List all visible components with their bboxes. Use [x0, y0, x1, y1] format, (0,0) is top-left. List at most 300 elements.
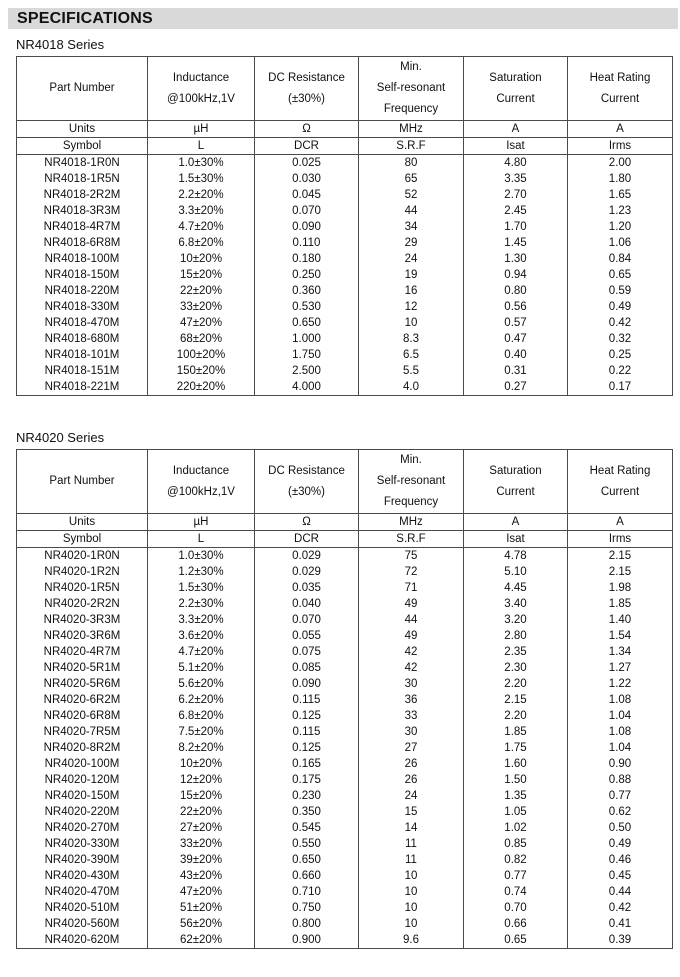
table-cell: NR4020-2R2N	[17, 596, 148, 612]
table-cell: 36	[359, 692, 464, 708]
table-cell: 0.035	[255, 580, 359, 596]
table-cell: 5.5	[359, 363, 464, 379]
column-header	[148, 450, 255, 514]
units-row	[17, 121, 673, 138]
table-cell: 29	[359, 235, 464, 251]
table-cell: 0.49	[568, 836, 673, 852]
column-header-line: Self-resonant	[376, 475, 446, 487]
table-cell: NR4020-270M	[17, 820, 148, 836]
table-row	[17, 235, 673, 251]
table-cell: 0.31	[464, 363, 568, 379]
table-cell: NR4018-680M	[17, 331, 148, 347]
table-cell: NR4018-1R0N	[17, 155, 148, 172]
table-cell: 9.6	[359, 932, 464, 949]
column-header-line: Current	[600, 485, 640, 498]
table-cell: 0.49	[568, 299, 673, 315]
table-cell: 0.39	[568, 932, 673, 949]
table-cell: 47±20%	[148, 315, 255, 331]
table-cell: NR4020-5R6M	[17, 676, 148, 692]
table-cell: 2.35	[464, 644, 568, 660]
table-cell: 1.54	[568, 628, 673, 644]
table-cell: 0.250	[255, 267, 359, 283]
table-cell: 220±20%	[148, 379, 255, 396]
column-header-line: Saturation	[489, 464, 542, 477]
table-cell: NR4018-1R5N	[17, 171, 148, 187]
table-cell: NR4020-100M	[17, 756, 148, 772]
table-row	[17, 900, 673, 916]
table-cell: 4.78	[464, 548, 568, 565]
table-cell: 3.20	[464, 612, 568, 628]
column-header-line: Min.	[400, 454, 422, 466]
table-cell: 0.055	[255, 628, 359, 644]
table-cell: 0.46	[568, 852, 673, 868]
unit-cell: µH	[148, 514, 255, 531]
table-cell: 5.10	[464, 564, 568, 580]
table-row	[17, 283, 673, 299]
table-row	[17, 756, 673, 772]
unit-cell: Ω	[255, 514, 359, 531]
table-cell: 1.23	[568, 203, 673, 219]
table-cell: 2.20	[464, 676, 568, 692]
table-cell: 10	[359, 900, 464, 916]
table-cell: NR4020-220M	[17, 804, 148, 820]
table-row	[17, 612, 673, 628]
table-cell: 1.750	[255, 347, 359, 363]
table-cell: 3.3±20%	[148, 203, 255, 219]
table-cell: 42	[359, 660, 464, 676]
table-cell: 1.08	[568, 692, 673, 708]
unit-cell: Units	[17, 121, 148, 138]
table-cell: 5.6±20%	[148, 676, 255, 692]
table-cell: NR4018-150M	[17, 267, 148, 283]
table-cell: 0.029	[255, 564, 359, 580]
table-cell: 0.77	[568, 788, 673, 804]
table-cell: NR4020-1R5N	[17, 580, 148, 596]
series-title: NR4020 Series	[16, 430, 105, 445]
symbol-cell: Symbol	[17, 531, 148, 548]
column-header-line: Inductance	[172, 464, 230, 477]
symbol-cell: L	[148, 531, 255, 548]
table-row	[17, 788, 673, 804]
table-cell: 51±20%	[148, 900, 255, 916]
table-cell: 6.2±20%	[148, 692, 255, 708]
table-cell: 12±20%	[148, 772, 255, 788]
table-row	[17, 363, 673, 379]
column-header-line: Min.	[400, 61, 422, 73]
table-row	[17, 171, 673, 187]
table-cell: 49	[359, 628, 464, 644]
table-cell: 75	[359, 548, 464, 565]
column-header-line: Current	[496, 92, 535, 105]
table-cell: NR4020-7R5M	[17, 724, 148, 740]
table-cell: 1.98	[568, 580, 673, 596]
table-cell: 0.65	[464, 932, 568, 949]
table-cell: 3.6±20%	[148, 628, 255, 644]
column-header-line: Part Number	[49, 82, 115, 94]
table-cell: 2.70	[464, 187, 568, 203]
table-row	[17, 820, 673, 836]
table-cell: 11	[359, 852, 464, 868]
table-row	[17, 868, 673, 884]
table-row	[17, 379, 673, 396]
table-cell: 30	[359, 676, 464, 692]
table-row	[17, 804, 673, 820]
table-cell: 1.2±30%	[148, 564, 255, 580]
table-cell: NR4018-101M	[17, 347, 148, 363]
table-cell: 0.110	[255, 235, 359, 251]
table-cell: NR4020-470M	[17, 884, 148, 900]
table-cell: 1.0±30%	[148, 548, 255, 565]
column-header	[568, 57, 673, 121]
column-header-line: Inductance	[172, 71, 230, 84]
table-cell: 0.115	[255, 692, 359, 708]
table-cell: 0.82	[464, 852, 568, 868]
table-cell: NR4020-390M	[17, 852, 148, 868]
table-row	[17, 628, 673, 644]
table-cell: 12	[359, 299, 464, 315]
table-cell: NR4018-220M	[17, 283, 148, 299]
table-cell: NR4020-120M	[17, 772, 148, 788]
table-cell: 15±20%	[148, 788, 255, 804]
table-cell: 1.75	[464, 740, 568, 756]
table-cell: 0.030	[255, 171, 359, 187]
table-cell: 0.59	[568, 283, 673, 299]
table-cell: 0.70	[464, 900, 568, 916]
table-row	[17, 884, 673, 900]
table-cell: 15±20%	[148, 267, 255, 283]
column-header	[568, 450, 673, 514]
column-header-line: Current	[600, 92, 640, 105]
table-cell: NR4020-3R6M	[17, 628, 148, 644]
table-cell: 150±20%	[148, 363, 255, 379]
table-row	[17, 740, 673, 756]
units-row	[17, 514, 673, 531]
table-cell: NR4018-3R3M	[17, 203, 148, 219]
table-cell: 0.90	[568, 756, 673, 772]
column-header	[255, 450, 359, 514]
table-cell: 0.62	[568, 804, 673, 820]
table-cell: 0.545	[255, 820, 359, 836]
table-cell: NR4020-560M	[17, 916, 148, 932]
column-header-line: (±30%)	[288, 92, 325, 105]
column-header-line: Heat Rating	[589, 464, 651, 477]
table-cell: 0.44	[568, 884, 673, 900]
table-cell: 1.04	[568, 708, 673, 724]
column-header	[464, 450, 568, 514]
table-cell: 0.115	[255, 724, 359, 740]
table-cell: 0.125	[255, 708, 359, 724]
table-cell: 22±20%	[148, 283, 255, 299]
table-cell: 1.06	[568, 235, 673, 251]
table-row	[17, 676, 673, 692]
table-cell: 10	[359, 315, 464, 331]
table-cell: 0.94	[464, 267, 568, 283]
table-cell: 0.180	[255, 251, 359, 267]
table-cell: 0.800	[255, 916, 359, 932]
table-cell: 0.075	[255, 644, 359, 660]
table-cell: 1.0±30%	[148, 155, 255, 172]
column-header-line: DC Resistance	[268, 464, 345, 477]
column-header-line: (±30%)	[288, 485, 325, 498]
table-cell: 0.900	[255, 932, 359, 949]
table-cell: 14	[359, 820, 464, 836]
table-row	[17, 836, 673, 852]
table-cell: 1.20	[568, 219, 673, 235]
column-header	[255, 57, 359, 121]
table-cell: 1.5±30%	[148, 171, 255, 187]
column-header-line: Part Number	[49, 475, 115, 487]
table-cell: 0.070	[255, 612, 359, 628]
table-cell: 2.2±20%	[148, 187, 255, 203]
table-cell: 62±20%	[148, 932, 255, 949]
table-row	[17, 660, 673, 676]
table-cell: 0.88	[568, 772, 673, 788]
table-row	[17, 708, 673, 724]
table-cell: 0.045	[255, 187, 359, 203]
symbol-cell: Isat	[464, 531, 568, 548]
table-cell: 26	[359, 756, 464, 772]
table-cell: 0.25	[568, 347, 673, 363]
table-cell: 1.04	[568, 740, 673, 756]
table-cell: 10	[359, 884, 464, 900]
table-cell: 10±20%	[148, 756, 255, 772]
table-row	[17, 916, 673, 932]
table-cell: 34	[359, 219, 464, 235]
table-cell: 0.65	[568, 267, 673, 283]
table-row	[17, 772, 673, 788]
table-cell: 27±20%	[148, 820, 255, 836]
table-cell: 1.05	[464, 804, 568, 820]
table-cell: 47±20%	[148, 884, 255, 900]
spec-table	[16, 56, 673, 396]
table-cell: 4.80	[464, 155, 568, 172]
table-row	[17, 564, 673, 580]
table-cell: 24	[359, 251, 464, 267]
table-cell: 0.090	[255, 219, 359, 235]
table-cell: 0.41	[568, 916, 673, 932]
table-cell: 3.40	[464, 596, 568, 612]
symbol-cell: S.R.F	[359, 531, 464, 548]
column-header-line: Frequency	[383, 103, 439, 115]
table-cell: 44	[359, 203, 464, 219]
table-cell: 10±20%	[148, 251, 255, 267]
table-cell: 2.15	[464, 692, 568, 708]
column-header-line: DC Resistance	[268, 71, 345, 84]
symbol-cell: Symbol	[17, 138, 148, 155]
table-row	[17, 219, 673, 235]
unit-cell: MHz	[359, 514, 464, 531]
table-cell: 0.650	[255, 852, 359, 868]
column-header-line: Heat Rating	[589, 71, 651, 84]
table-cell: 0.42	[568, 900, 673, 916]
table-cell: 65	[359, 171, 464, 187]
unit-cell: A	[568, 121, 673, 138]
table-cell: 1.85	[464, 724, 568, 740]
table-cell: 43±20%	[148, 868, 255, 884]
symbol-cell: DCR	[255, 531, 359, 548]
table-cell: 1.65	[568, 187, 673, 203]
table-cell: 0.175	[255, 772, 359, 788]
table-cell: 52	[359, 187, 464, 203]
unit-cell: µH	[148, 121, 255, 138]
table-row	[17, 347, 673, 363]
table-cell: 0.80	[464, 283, 568, 299]
table-cell: 6.8±20%	[148, 235, 255, 251]
unit-cell: A	[464, 514, 568, 531]
unit-cell: MHz	[359, 121, 464, 138]
column-header	[359, 450, 464, 514]
table-cell: 4.000	[255, 379, 359, 396]
unit-cell: Ω	[255, 121, 359, 138]
table-cell: 0.029	[255, 548, 359, 565]
table-cell: 0.50	[568, 820, 673, 836]
table-row	[17, 644, 673, 660]
page-title: SPECIFICATIONS	[17, 10, 153, 27]
column-header	[148, 57, 255, 121]
table-cell: 0.040	[255, 596, 359, 612]
table-cell: 19	[359, 267, 464, 283]
table-cell: NR4020-330M	[17, 836, 148, 852]
table-cell: NR4018-221M	[17, 379, 148, 396]
table-cell: NR4018-4R7M	[17, 219, 148, 235]
symbol-cell: L	[148, 138, 255, 155]
table-cell: 0.42	[568, 315, 673, 331]
table-cell: NR4018-2R2M	[17, 187, 148, 203]
table-cell: 0.77	[464, 868, 568, 884]
table-cell: 4.45	[464, 580, 568, 596]
table-cell: 3.35	[464, 171, 568, 187]
table-cell: NR4018-151M	[17, 363, 148, 379]
table-cell: 4.0	[359, 379, 464, 396]
table-row	[17, 692, 673, 708]
table-cell: 33±20%	[148, 299, 255, 315]
table-cell: 1.35	[464, 788, 568, 804]
table-cell: 4.7±20%	[148, 644, 255, 660]
table-cell: NR4020-8R2M	[17, 740, 148, 756]
unit-cell: A	[464, 121, 568, 138]
column-header-line: Self-resonant	[376, 82, 446, 94]
table-cell: 1.50	[464, 772, 568, 788]
column-header-line: Current	[496, 485, 535, 498]
table-cell: 0.085	[255, 660, 359, 676]
table-cell: 80	[359, 155, 464, 172]
table-cell: 7.5±20%	[148, 724, 255, 740]
table-cell: 2.00	[568, 155, 673, 172]
table-cell: 0.45	[568, 868, 673, 884]
table-cell: NR4020-620M	[17, 932, 148, 949]
table-cell: 0.47	[464, 331, 568, 347]
table-cell: 0.070	[255, 203, 359, 219]
table-cell: 0.22	[568, 363, 673, 379]
unit-cell: A	[568, 514, 673, 531]
spec-table	[16, 449, 673, 949]
symbol-row	[17, 138, 673, 155]
table-row	[17, 932, 673, 949]
table-cell: 1.000	[255, 331, 359, 347]
table-row	[17, 251, 673, 267]
column-header	[359, 57, 464, 121]
table-row	[17, 548, 673, 565]
table-row	[17, 299, 673, 315]
table-cell: 30	[359, 724, 464, 740]
table-cell: 1.80	[568, 171, 673, 187]
table-cell: NR4018-330M	[17, 299, 148, 315]
table-cell: 39±20%	[148, 852, 255, 868]
table-row	[17, 596, 673, 612]
table-cell: 2.15	[568, 564, 673, 580]
table-cell: 0.27	[464, 379, 568, 396]
table-cell: NR4020-6R2M	[17, 692, 148, 708]
table-cell: 1.34	[568, 644, 673, 660]
column-header	[464, 57, 568, 121]
table-cell: 0.84	[568, 251, 673, 267]
table-cell: 0.74	[464, 884, 568, 900]
table-cell: 0.550	[255, 836, 359, 852]
table-cell: NR4020-1R2N	[17, 564, 148, 580]
table-cell: 56±20%	[148, 916, 255, 932]
symbol-row	[17, 531, 673, 548]
table-cell: NR4020-3R3M	[17, 612, 148, 628]
table-cell: 8.2±20%	[148, 740, 255, 756]
table-cell: 0.650	[255, 315, 359, 331]
table-cell: 11	[359, 836, 464, 852]
table-cell: 0.530	[255, 299, 359, 315]
table-cell: 16	[359, 283, 464, 299]
page-title-bar	[8, 8, 678, 29]
unit-cell: Units	[17, 514, 148, 531]
table-cell: 1.22	[568, 676, 673, 692]
table-cell: NR4020-1R0N	[17, 548, 148, 565]
table-cell: 0.165	[255, 756, 359, 772]
column-header-line: @100kHz,1V	[167, 485, 235, 498]
table-cell: 0.660	[255, 868, 359, 884]
column-header-line: @100kHz,1V	[167, 92, 235, 105]
table-row	[17, 724, 673, 740]
table-cell: 4.7±20%	[148, 219, 255, 235]
table-cell: 0.85	[464, 836, 568, 852]
table-cell: 0.090	[255, 676, 359, 692]
column-header-line: Saturation	[489, 71, 542, 84]
table-cell: 10	[359, 916, 464, 932]
table-cell: 1.5±30%	[148, 580, 255, 596]
symbol-cell: Isat	[464, 138, 568, 155]
table-cell: 1.02	[464, 820, 568, 836]
series-title: NR4018 Series	[16, 37, 105, 52]
table-row	[17, 852, 673, 868]
table-cell: 42	[359, 644, 464, 660]
table-row	[17, 267, 673, 283]
table-cell: 72	[359, 564, 464, 580]
table-cell: NR4018-6R8M	[17, 235, 148, 251]
symbol-cell: Irms	[568, 531, 673, 548]
table-cell: 0.750	[255, 900, 359, 916]
table-cell: 0.66	[464, 916, 568, 932]
column-header-line: Frequency	[383, 496, 439, 508]
table-cell: 2.2±30%	[148, 596, 255, 612]
table-cell: NR4020-430M	[17, 868, 148, 884]
table-cell: 71	[359, 580, 464, 596]
table-cell: 1.08	[568, 724, 673, 740]
table-cell: 1.70	[464, 219, 568, 235]
table-cell: 0.025	[255, 155, 359, 172]
table-cell: 1.40	[568, 612, 673, 628]
table-cell: 26	[359, 772, 464, 788]
table-row	[17, 203, 673, 219]
table-cell: 0.230	[255, 788, 359, 804]
table-cell: 1.45	[464, 235, 568, 251]
table-cell: 27	[359, 740, 464, 756]
table-cell: NR4018-470M	[17, 315, 148, 331]
